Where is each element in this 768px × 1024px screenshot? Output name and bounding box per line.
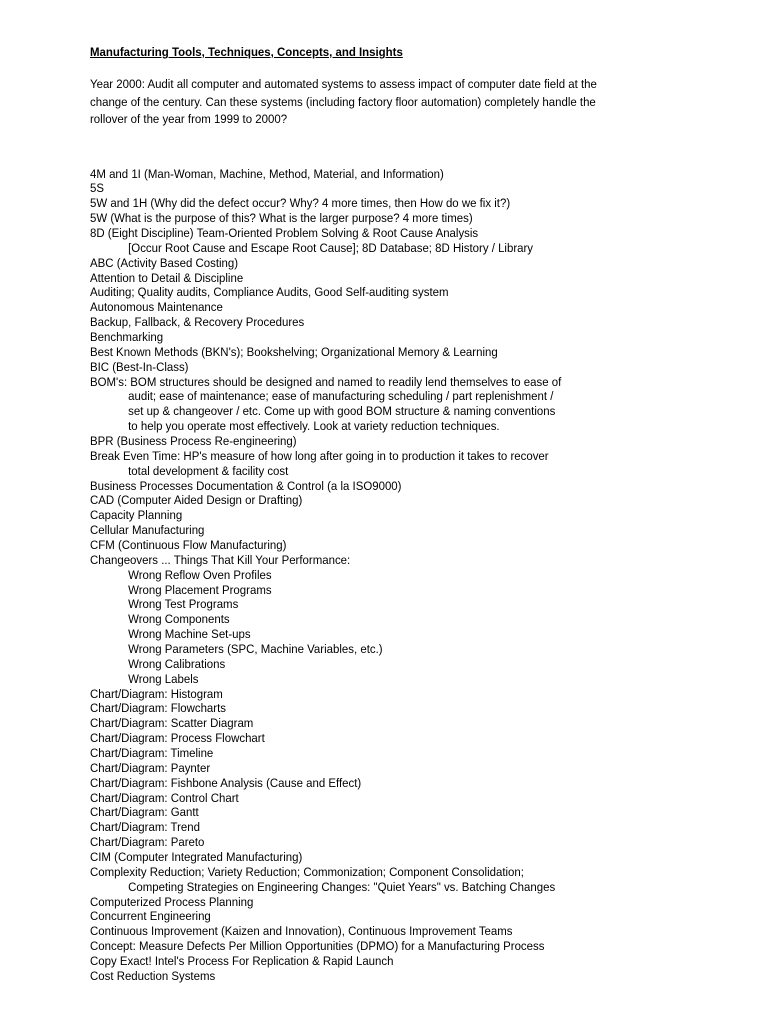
list-item: Attention to Detail & Discipline	[90, 270, 244, 285]
list-subitem: Wrong Machine Set-ups	[128, 627, 251, 642]
list-item: Chart/Diagram: Scatter Diagram	[90, 716, 254, 731]
list-item: Complexity Reduction; Variety Reduction; Commonization; Component Consolidation;	[90, 864, 524, 879]
list-item: Chart/Diagram: Fishbone Analysis (Cause and Effect)	[90, 775, 362, 790]
list-item: Capacity Planning	[90, 508, 183, 523]
list-item: CIM (Computer Integrated Manufacturing)	[90, 850, 303, 865]
list-item: Chart/Diagram: Gantt	[90, 805, 199, 820]
list-subitem: Wrong Placement Programs	[128, 582, 272, 597]
list-item: 5W (What is the purpose of this? What is the larger purpose? 4 more times)	[90, 211, 473, 226]
list-item: BPR (Business Process Re-engineering)	[90, 433, 297, 448]
list-subitem: Wrong Test Programs	[128, 597, 239, 612]
list-item: Chart/Diagram: Trend	[90, 820, 200, 835]
list-subitem: audit; ease of maintenance; ease of manufacturing scheduling / part replenishment /	[128, 389, 554, 404]
list-subitem: [Occur Root Cause and Escape Root Cause]; 8D Database; 8D History / Library	[128, 240, 534, 255]
list-subitem: to help you operate most effectively. Look at variety reduction techniques.	[128, 419, 500, 434]
list-item: Chart/Diagram: Control Chart	[90, 790, 239, 805]
intro-line: rollover of the year from 1999 to 2000?	[90, 112, 288, 126]
list-item: Changeovers ... Things That Kill Your Performance:	[90, 552, 351, 567]
list-item: 4M and 1I (Man-Woman, Machine, Method, Material, and Information)	[90, 166, 444, 181]
intro-line: change of the century. Can these systems (including factory floor automation) completely handle the	[90, 94, 596, 109]
intro-paragraph	[90, 76, 704, 129]
list-item: Business Processes Documentation & Control (a la ISO9000)	[90, 478, 402, 493]
list-item: BOM's: BOM structures should be designed and named to readily lend themselves to ease of	[90, 374, 562, 389]
list-item: CFM (Continuous Flow Manufacturing)	[90, 537, 287, 552]
list-subitem: total development & facility cost	[128, 463, 289, 478]
list-item: Continuous Improvement (Kaizen and Innovation), Continuous Improvement Teams	[90, 924, 513, 939]
list-item: 8D (Eight Discipline) Team-Oriented Problem Solving & Root Cause Analysis	[90, 225, 479, 240]
list-item: Benchmarking	[90, 329, 164, 344]
list-item: Cellular Manufacturing	[90, 523, 205, 538]
list-item: Backup, Fallback, & Recovery Procedures	[90, 315, 305, 330]
list-subitem: Competing Strategies on Engineering Changes: "Quiet Years" vs. Batching Changes	[128, 879, 556, 894]
list-item: Concept: Measure Defects Per Million Opportunities (DPMO) for a Manufacturing Process	[90, 939, 545, 954]
list-subitem: set up & changeover / etc. Come up with good BOM structure & naming conventions	[128, 404, 556, 419]
list-item: CAD (Computer Aided Design or Drafting)	[90, 493, 303, 508]
list-item: Chart/Diagram: Flowcharts	[90, 701, 227, 716]
intro-line: Year 2000: Audit all computer and automated systems to assess impact of computer date field at the	[90, 77, 597, 91]
list-item: Chart/Diagram: Histogram	[90, 686, 223, 701]
list-item: Concurrent Engineering	[90, 909, 211, 924]
list-subitem: Wrong Labels	[128, 671, 199, 686]
list-item: Autonomous Maintenance	[90, 300, 223, 315]
list-item: Chart/Diagram: Process Flowchart	[90, 731, 265, 746]
list-subitem: Wrong Calibrations	[128, 656, 226, 671]
list-subitem: Wrong Parameters (SPC, Machine Variables, etc.)	[128, 642, 383, 656]
list-item: Computerized Process Planning	[90, 894, 254, 909]
document-title: Manufacturing Tools, Techniques, Concepts, and Insights	[90, 45, 403, 59]
topic-list	[90, 167, 704, 984]
list-item: 5S	[90, 181, 104, 196]
list-item: Best Known Methods (BKN's); Bookshelving; Organizational Memory & Learning	[90, 344, 498, 359]
list-item: ABC (Activity Based Costing)	[90, 255, 239, 270]
list-subitem: Wrong Reflow Oven Profiles	[128, 567, 272, 582]
list-item: Chart/Diagram: Paynter	[90, 760, 211, 775]
document-page	[90, 44, 704, 984]
list-item: 5W and 1H (Why did the defect occur? Why? 4 more times, then How do we fix it?)	[90, 196, 511, 211]
list-item: Chart/Diagram: Pareto	[90, 835, 205, 850]
list-item: BIC (Best-In-Class)	[90, 359, 189, 374]
list-item: Chart/Diagram: Timeline	[90, 746, 214, 761]
list-subitem: Wrong Components	[128, 612, 230, 627]
list-item: Break Even Time: HP's measure of how long after going in to production it takes to recover	[90, 448, 549, 463]
list-item: Auditing; Quality audits, Compliance Audits, Good Self-auditing system	[90, 285, 449, 300]
list-item: Copy Exact! Intel's Process For Replication & Rapid Launch	[90, 954, 394, 969]
list-item: Cost Reduction Systems	[90, 968, 216, 983]
